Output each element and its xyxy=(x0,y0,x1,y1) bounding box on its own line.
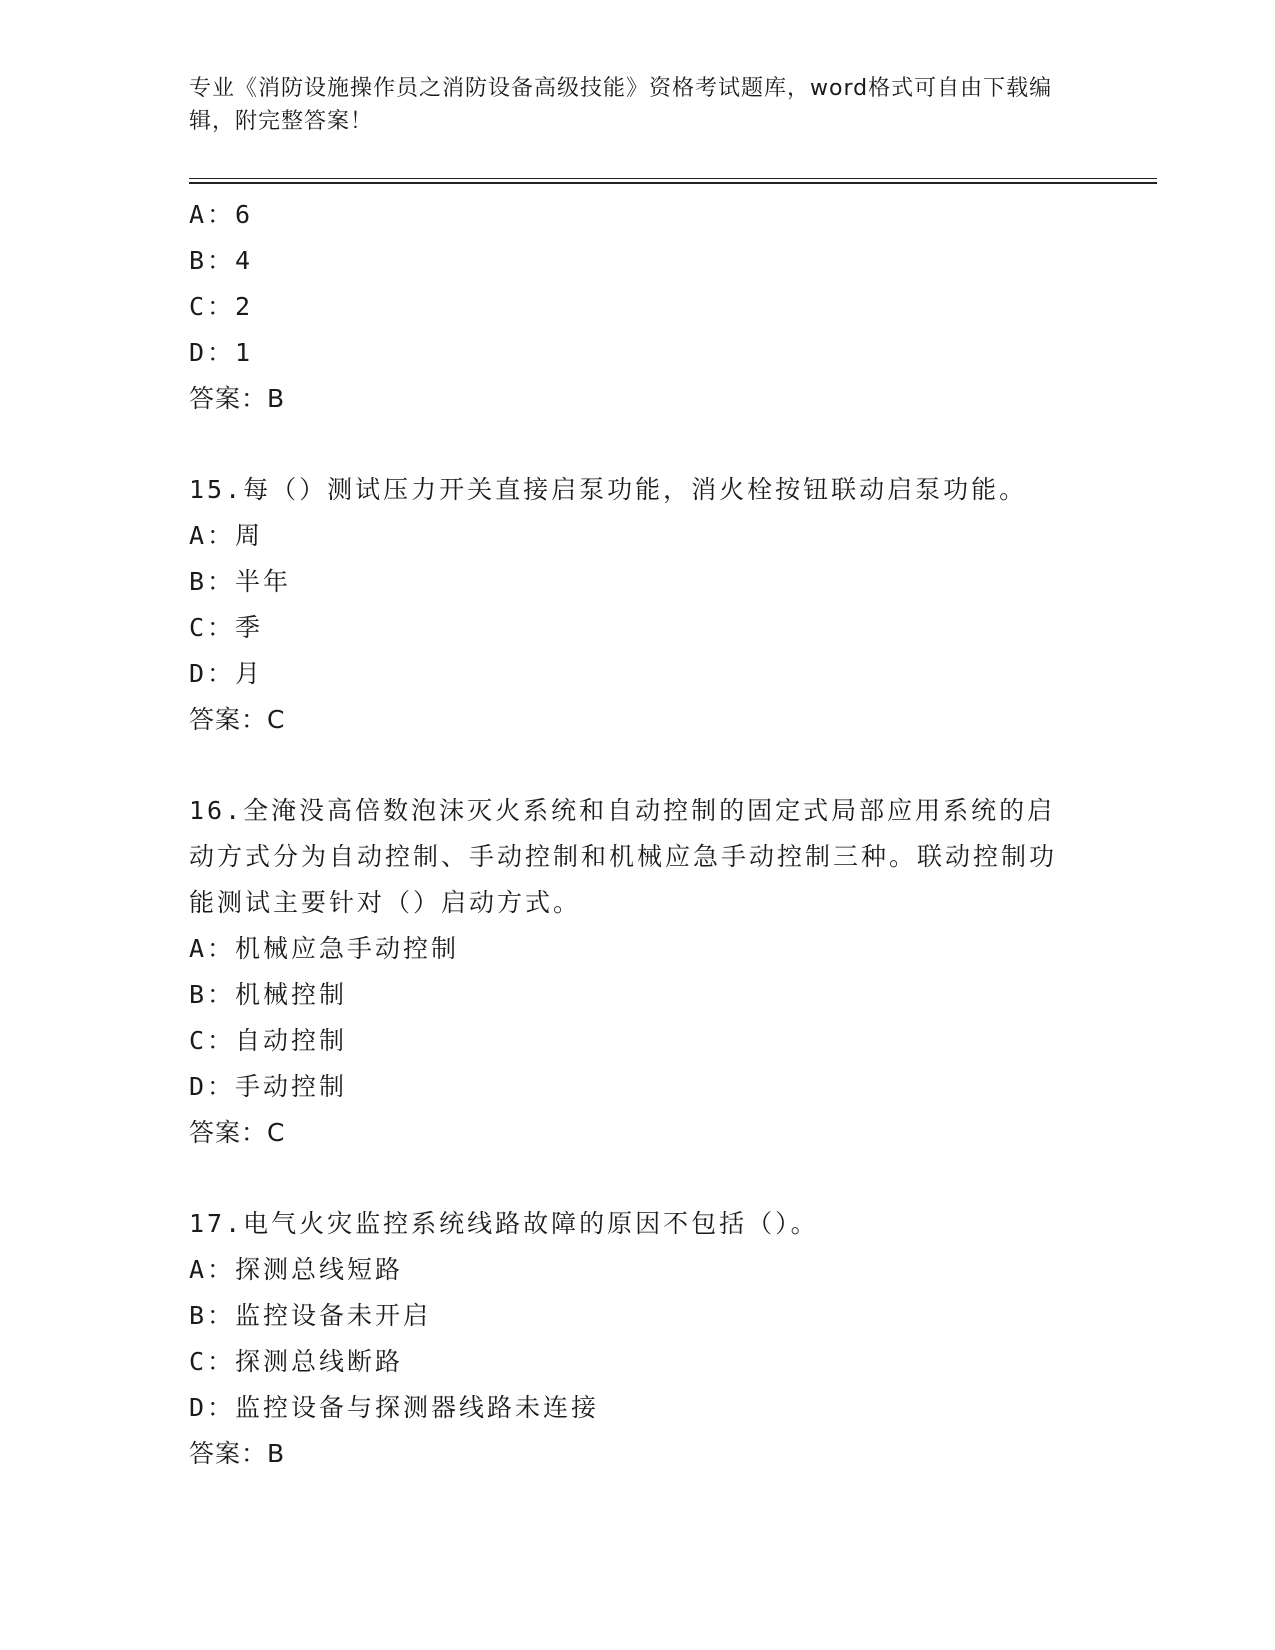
option-a: A：探测总线短路 xyxy=(189,1255,404,1284)
option-d: D：监控设备与探测器线路未连接 xyxy=(189,1393,600,1422)
option-c: C：自动控制 xyxy=(189,1026,348,1055)
answer-line: 答案：B xyxy=(189,1439,286,1468)
option-b: B：监控设备未开启 xyxy=(189,1301,432,1330)
question-16 xyxy=(189,788,1089,1156)
option-b: B：4 xyxy=(189,246,254,275)
option-c: C：探测总线断路 xyxy=(189,1347,404,1376)
header-rule-thin xyxy=(189,178,1157,179)
option-a: A：6 xyxy=(189,200,254,229)
header-rule-thick xyxy=(189,182,1157,184)
answer-line: 答案：B xyxy=(189,384,286,413)
question-stem: 15.每（）测试压力开关直接启泵功能，消火栓按钮联动启泵功能。 xyxy=(189,475,1028,504)
answer-line: 答案：C xyxy=(189,705,286,734)
option-a: A：机械应急手动控制 xyxy=(189,934,460,963)
option-d: D：1 xyxy=(189,338,254,367)
question-content xyxy=(189,192,1089,1477)
answer-line: 答案：C xyxy=(189,1118,286,1147)
option-c: C：2 xyxy=(189,292,254,321)
document-header: 专业《消防设施操作员之消防设备高级技能》资格考试题库，word格式可自由下载编辑，附完整答案！ xyxy=(189,76,1053,134)
question-15 xyxy=(189,467,1089,743)
option-b: B：机械控制 xyxy=(189,980,348,1009)
option-c: C：季 xyxy=(189,613,264,642)
question-continued xyxy=(189,192,1089,422)
option-b: B：半年 xyxy=(189,567,292,596)
question-stem: 17.电气火灾监控系统线路故障的原因不包括（）。 xyxy=(189,1209,819,1238)
question-17 xyxy=(189,1201,1089,1477)
option-d: D：月 xyxy=(189,659,264,688)
option-d: D：手动控制 xyxy=(189,1072,348,1101)
option-a: A：周 xyxy=(189,521,264,550)
question-stem: 16.全淹没高倍数泡沫灭火系统和自动控制的固定式局部应用系统的启动方式分为自动控制、手动控制和机械应急手动控制三种。联动控制功能测试主要针对（）启动方式。 xyxy=(189,796,1058,917)
